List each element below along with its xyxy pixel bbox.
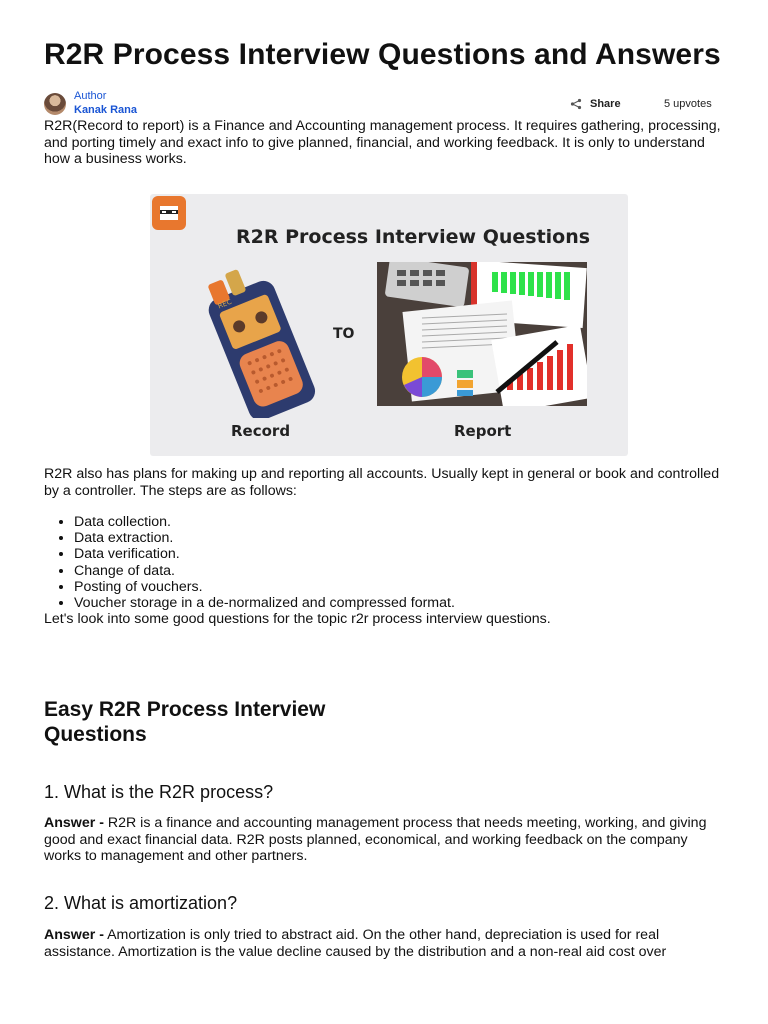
hero-report-caption: Report — [454, 422, 512, 440]
share-button[interactable] — [570, 98, 621, 110]
list-item: • Data extraction. — [74, 530, 455, 546]
report-photo — [377, 262, 587, 406]
page-title: R2R Process Interview Questions and Answers — [44, 38, 721, 71]
question-heading: 1. What is the R2R process? — [44, 782, 274, 802]
list-item: • Data verification. — [74, 546, 455, 562]
author-label: Author — [74, 90, 107, 102]
author-row — [44, 90, 724, 116]
hero-to-label: TO — [333, 326, 355, 342]
recorder-illustration — [190, 266, 330, 418]
hero-image — [150, 194, 628, 456]
section-heading: Easy R2R Process Interview Questions — [44, 698, 326, 746]
intro-paragraph: R2R(Record to report) is a Finance and Accounting management process. It requires gathering, processing, and porting timely and exact info to give planned, financial, and working feedback. It is only to understand how a business works. — [44, 118, 721, 167]
body-paragraph: R2R also has plans for making up and reporting all accounts. Usually kept in general or book and controlled by a controller. The steps are as follows: — [44, 466, 720, 499]
author-avatar[interactable] — [44, 93, 66, 115]
answer-label: Answer - — [44, 927, 104, 943]
hero-record-caption: Record — [231, 422, 291, 440]
answer-text: R2R is a finance and accounting management process that needs meeting, working, and giving good and exact financial data. R2R posts planned, economical, and working feedback on the company works to management and other partners. — [44, 815, 707, 864]
list-item: • Change of data. — [74, 563, 455, 579]
answer-paragraph — [44, 927, 724, 960]
list-item: • Data collection. — [74, 514, 455, 530]
upvote-count[interactable]: 5 upvotes — [664, 98, 712, 110]
answer-paragraph — [44, 815, 724, 865]
coding-ninjas-logo — [152, 196, 192, 246]
steps-list — [44, 514, 455, 611]
recorder-label: REC — [216, 297, 233, 311]
answer-text: Amortization is only tried to abstract aid. On the other hand, depreciation is used for real assistance. Amortization is the value decline caused by the distribution and a non-real aid cost over — [44, 927, 667, 960]
list-item: • Posting of vouchers. — [74, 579, 455, 595]
question-heading: 2. What is amortization? — [44, 893, 238, 913]
body-paragraph: Let's look into some good questions for the topic r2r process interview questions. — [44, 611, 551, 627]
share-icon — [570, 98, 582, 110]
share-label: Share — [590, 98, 621, 110]
hero-title: R2R Process Interview Questions — [236, 226, 591, 248]
answer-label: Answer - — [44, 815, 104, 831]
list-item: • Voucher storage in a de-normalized and compressed format. — [74, 595, 455, 611]
author-name-link[interactable]: Kanak Rana — [74, 104, 137, 116]
